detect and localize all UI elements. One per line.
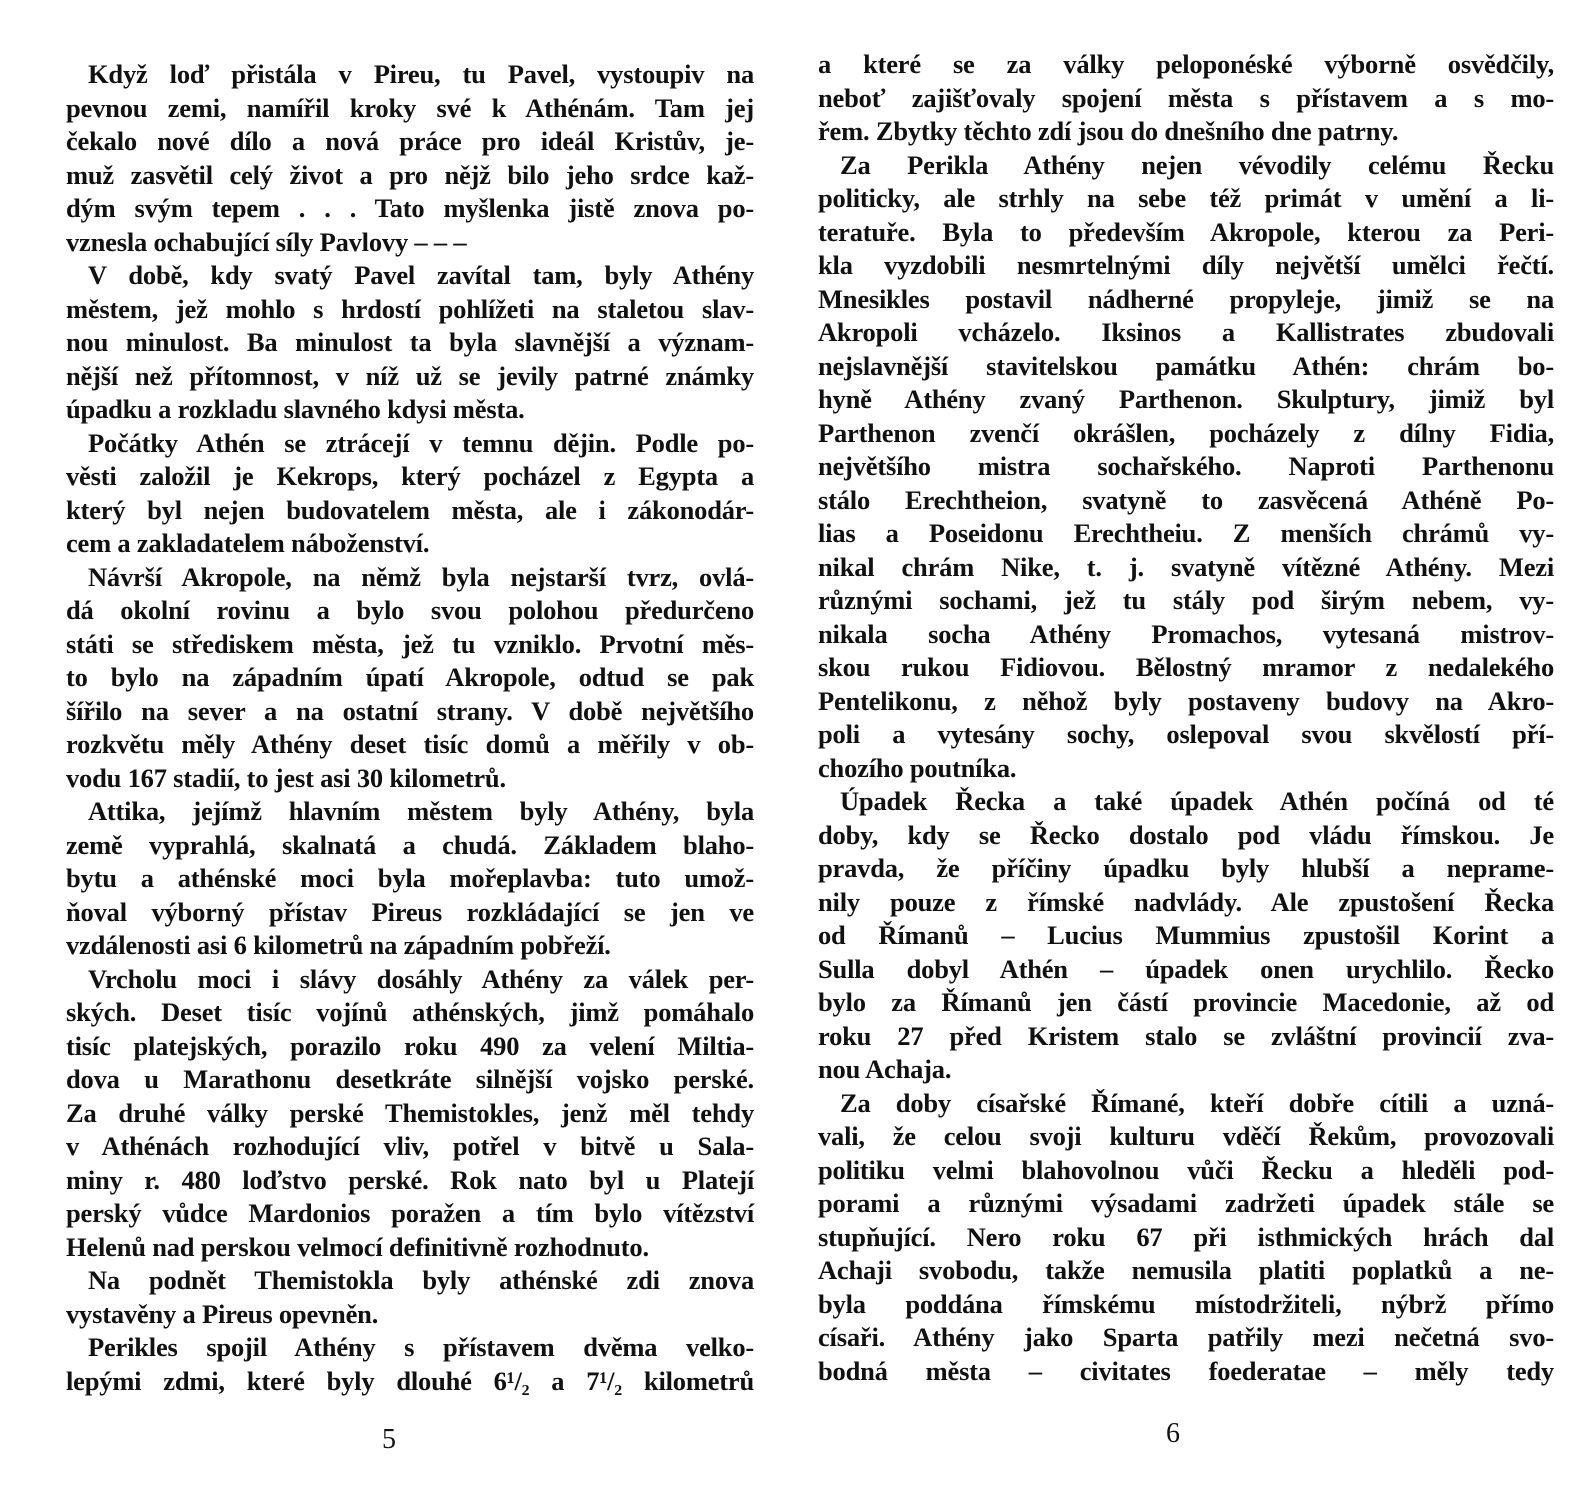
paragraph [66,795,754,963]
text-line: pevnou zemi, namířil kroky své k Athénám. Tam jej [66,92,754,123]
text-line: miny r. 480 loďstvo perské. Rok nato byl u Platejí [66,1164,754,1195]
text-line: městem, jež mohlo s hrdostí pohlížeti na staletou slav- [66,293,754,324]
text-line: Návrší Akropole, na němž byla nejstarší tvrz, ovlá- [88,561,754,592]
paragraph [66,427,754,561]
text-line: nikala socha Athény Promachos, vytesaná mistrov- [818,618,1554,649]
text-line: politicky, ale strhly na sebe též primát v umění a li- [818,183,1554,213]
text-line: vali, že celou svoji kulturu vděčí Řekům, provozovali [818,1121,1554,1151]
page-number-right: 6 [1166,1418,1180,1449]
text-line: nily pouze z římské nadvlády. Ale zpustošení Řecka [818,886,1554,917]
text-line: to bylo na západním úpatí Akropole, odtud se pak [66,662,754,692]
text-line: roku 27 před Kristem stalo se zvláštní provincií zva- [818,1020,1554,1051]
text-line: a které se za války peloponéské výborně osvědčily, [818,49,1554,79]
text-line: pravda, že příčiny úpadku byly hlubší a neprame- [818,853,1554,883]
text-line: Počátky Athén se ztrácejí v temnu dějin. Podle po- [88,427,754,458]
text-line: dá okolní rovinu a bylo svou polohou předurčeno [66,595,754,625]
text-line: ských. Deset tisíc vojínů athénských, jimž pomáhalo [66,997,754,1027]
text-line: úpadku a rozkladu slavného kdysi města. [66,394,525,424]
text-line: věsti založil je Kekrops, který pocházel z Egypta a [66,461,754,491]
text-line: od Římanů – Lucius Mummius zpustošil Korint a [818,920,1554,950]
text-line: různými sochami, jež tu stály pod širým nebem, vy- [818,585,1554,615]
text-line: Attika, jejímž hlavním městem byly Athény, byla [88,796,754,826]
text-line: byla poddána římskému místodržiteli, nýbrž přímo [818,1288,1554,1319]
text-line: V době, kdy svatý Pavel zavítal tam, byly Athény [88,260,754,290]
text-line: Vrcholu moci i slávy dosáhly Athény za válek per- [88,963,754,994]
text-line: ňoval výborný přístav Pireus rozkládající se jen ve [66,896,754,927]
text-line: Akropoli vcházelo. Iksinos a Kallistrates zbudovali [818,317,1554,347]
paragraph [66,58,754,259]
text-line: perský vůdce Mardonios poražen a tím bylo vítězství [66,1198,754,1228]
paragraph [66,259,754,427]
text-line: neboť zajišťovaly spojení města s přístavem a s mo- [818,82,1554,113]
text-line: šířilo na sever a na ostatní strany. V době největšího [66,695,754,726]
text-line: chozího poutníka. [818,752,1017,783]
text-line: Sulla dobyl Athén – úpadek onen urychlilo. Řecko [818,953,1554,984]
text-line: vystavěny a Pireus opevněn. [66,1298,379,1329]
text-line: hyně Athény zvaný Parthenon. Skulptury, jimiž byl [818,384,1554,414]
text-line: bodná města – civitates foederatae – měly tedy [818,1355,1554,1386]
paragraph [818,1087,1554,1389]
text-line: rozkvětu měly Athény deset tisíc domů a měřily v ob- [66,729,754,759]
text-line: vodu 167 stadií, to jest asi 30 kilometrů. [66,762,506,793]
text-line: skou rukou Fidiovou. Bělostný mramor z nedalekého [818,652,1554,682]
text-line: kla vyzdobili nesmrtelnými díly největší umělci řečtí. [818,250,1554,280]
text-line: vznesla ochabující síly Pavlovy – – – [66,226,467,257]
text-line: Achaji svobodu, takže nemusila platiti poplatků a ne- [818,1255,1554,1285]
text-line: Úpadek Řecka a také úpadek Athén počíná od té [840,786,1554,816]
text-line: země vyprahlá, skalnatá a chudá. Základem blaho- [66,829,754,860]
text-line: lias a Poseidonu Erechtheiu. Z menších chrámů vy- [818,518,1554,548]
text-line: státi se střediskem města, jež tu vzniklo. Prvotní měs- [66,628,754,659]
text-line: nou Achaja. [818,1054,952,1084]
text-line: Mnesikles postavil nádherné propyleje, jimiž se na [818,283,1554,314]
text-line: dým svým tepem . . . Tato myšlenka jistě znova po- [66,193,754,223]
text-line: nou minulost. Ba minulost ta byla slavnější a význam- [66,327,754,357]
text-line: poli a vytesány sochy, oslepoval svou skvělostí pří- [818,719,1554,749]
text-line: Helenů nad perskou velmocí definitivně rozhodnuto. [66,1231,649,1262]
text-line: řem. Zbytky těchto zdí jsou do dnešního dne patrny. [818,116,1399,146]
right-page-text [818,48,1554,1388]
paragraph [818,48,1554,149]
paragraph [66,1331,754,1398]
text-line: porami a různými výsadami zadržeti úpadek stále se [818,1188,1554,1218]
text-line: Pentelikonu, z něhož byly postaveny budovy na Akro- [818,685,1554,716]
text-line: teratuře. Byla to především Akropole, kterou za Peri- [818,216,1554,247]
text-line: bytu a athénské moci byla mořeplavba: tuto umož- [66,863,754,893]
text-line: Parthenon zvenčí okrášlen, pocházely z dílny Fidia, [818,417,1554,448]
paragraph [66,1264,754,1331]
text-line: nejslavnější stavitelskou památku Athén: chrám bo- [818,350,1554,381]
paragraph [818,149,1554,786]
paragraph [66,561,754,796]
text-line: stálo Erechtheion, svatyně to zasvěcená Athéně Po- [818,484,1554,515]
text-line: muž zasvětil celý život a pro nějž bilo jeho srdce kaž- [66,159,754,190]
text-line: cem a zakladatelem náboženství. [66,528,430,558]
text-line: Za doby císařské Římané, kteří dobře cítili a uzná- [840,1087,1554,1118]
text-line: stupňující. Nero roku 67 při isthmických hrách dal [818,1221,1554,1252]
text-line: Za druhé války perské Themistokles, jenž měl tehdy [66,1097,754,1128]
text-line: lepými zdmi, které byly dlouhé 6¹/₂ a 7¹/₂ kilometrů [66,1365,754,1396]
text-line: Když loď přistála v Pireu, tu Pavel, vystoupiv na [88,59,754,89]
text-line: tisíc platejských, porazilo roku 490 za velení Miltia- [66,1030,754,1061]
paragraph [818,785,1554,1087]
page-number-left: 5 [382,1424,396,1455]
text-line: politiku velmi blahovolnou vůči Řecku a hleděli pod- [818,1154,1554,1185]
text-line: dova u Marathonu desetkráte silnější vojsko perské. [66,1064,754,1094]
text-line: který byl nejen budovatelem města, ale i zákonodár- [66,494,754,525]
text-line: Perikles spojil Athény s přístavem dvěma velko- [88,1332,754,1362]
text-line: největšího mistra sochařského. Naproti Parthenonu [818,451,1554,481]
text-line: doby, kdy se Řecko dostalo pod vládu římskou. Je [818,819,1554,850]
text-line: Za Perikla Athény nejen vévodily celému Řecku [840,149,1554,180]
text-line: bylo za Římanů jen částí provincie Macedonie, až od [818,987,1554,1017]
text-line: čekalo nové dílo a nová práce pro ideál Kristův, je- [66,126,754,156]
paragraph [66,963,754,1265]
text-line: Na podnět Themistokla byly athénské zdi znova [88,1265,754,1295]
text-line: v Athénách rozhodující vliv, potřel v bitvě u Sala- [66,1131,754,1161]
text-line: nikal chrám Nike, t. j. svatyně vítězné Athény. Mezi [818,551,1554,582]
text-line: nější než přítomnost, v níž už se jevily patrné známky [66,360,754,391]
text-line: vzdálenosti asi 6 kilometrů na západním pobřeží. [66,930,611,960]
text-line: císaři. Athény jako Sparta patřily mezi nečetná svo- [818,1322,1554,1352]
left-page-text [66,58,754,1398]
